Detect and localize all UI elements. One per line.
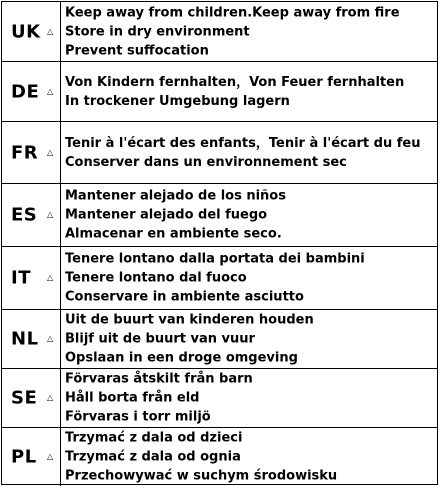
warning-triangle-icon: △	[47, 26, 54, 36]
warning-text	[65, 73, 433, 111]
language-cell	[2, 62, 61, 121]
warning-line: Von Kindern fernhalten，Von Feuer fernhalten	[65, 74, 405, 90]
warning-line: Blijf uit de buurt van vuur	[65, 331, 255, 347]
warning-line: Conserver dans un environnement sec	[65, 154, 347, 170]
warning-line: Tenere lontano dal fuoco	[65, 270, 247, 286]
row-es	[2, 184, 437, 247]
warning-text	[65, 370, 433, 427]
language-cell	[2, 310, 61, 368]
language-code: ES	[11, 204, 38, 226]
language-cell	[2, 122, 61, 183]
row-nl	[2, 310, 437, 369]
warning-text	[65, 250, 433, 307]
language-code: DE	[11, 81, 40, 102]
warning-triangle-icon: △	[47, 210, 54, 219]
language-code: IT	[11, 267, 31, 289]
warning-line: Conservare in ambiente asciutto	[65, 289, 304, 305]
warning-text	[65, 3, 433, 60]
row-de	[2, 62, 437, 122]
language-cell	[2, 247, 61, 309]
warning-line: Tenere lontano dalla portata dei bambini	[65, 251, 365, 267]
warning-line: Håll borta från eld	[65, 390, 200, 406]
warning-text	[65, 311, 433, 368]
language-cell	[2, 428, 61, 486]
language-cell	[2, 369, 61, 427]
warning-line: Mantener alejado del fuego	[65, 207, 268, 223]
warning-line: Keep away from children.Keep away from fire	[65, 5, 400, 20]
warning-text	[65, 134, 433, 172]
warning-line: Prevent suffocation	[65, 43, 209, 58]
language-cell	[2, 2, 61, 61]
warning-line: Przechowywać w suchym środowisku	[65, 468, 338, 484]
warning-line: In trockener Umgebung lagern	[65, 93, 290, 109]
warning-triangle-icon: △	[47, 273, 54, 282]
warning-line: Mantener alejado de los niños	[65, 188, 286, 204]
row-pl	[2, 428, 437, 486]
warning-text	[65, 187, 433, 244]
warning-line: Tenir à l'écart des enfants，Tenir à l'écart du feu	[65, 135, 421, 151]
warning-triangle-icon: △	[47, 86, 54, 96]
warning-table	[1, 1, 438, 485]
language-cell	[2, 184, 61, 246]
row-uk	[2, 2, 437, 62]
warning-line: Trzymać z dala od ognia	[65, 449, 241, 465]
warning-triangle-icon: △	[47, 393, 54, 402]
warning-line: Trzymać z dala od dzieci	[65, 430, 243, 446]
warning-text	[65, 429, 433, 486]
row-se	[2, 369, 437, 428]
warning-line: Store in dry environment	[65, 24, 250, 39]
warning-triangle-icon: △	[47, 334, 54, 343]
language-code: UK	[11, 21, 41, 42]
warning-line: Uit de buurt van kinderen houden	[65, 312, 314, 328]
row-fr	[2, 122, 437, 184]
language-code: SE	[11, 387, 38, 409]
warning-line: Almacenar en ambiente seco.	[65, 226, 282, 242]
warning-line: Opslaan in een droge omgeving	[65, 350, 298, 366]
row-it	[2, 247, 437, 310]
language-code: NL	[11, 328, 39, 350]
language-code: FR	[11, 142, 39, 163]
warning-line: Förvaras åtskilt från barn	[65, 371, 253, 387]
warning-triangle-icon: △	[47, 147, 54, 157]
language-code: PL	[11, 446, 37, 468]
warning-triangle-icon: △	[47, 452, 54, 461]
warning-line: Förvaras i torr miljö	[65, 409, 211, 425]
